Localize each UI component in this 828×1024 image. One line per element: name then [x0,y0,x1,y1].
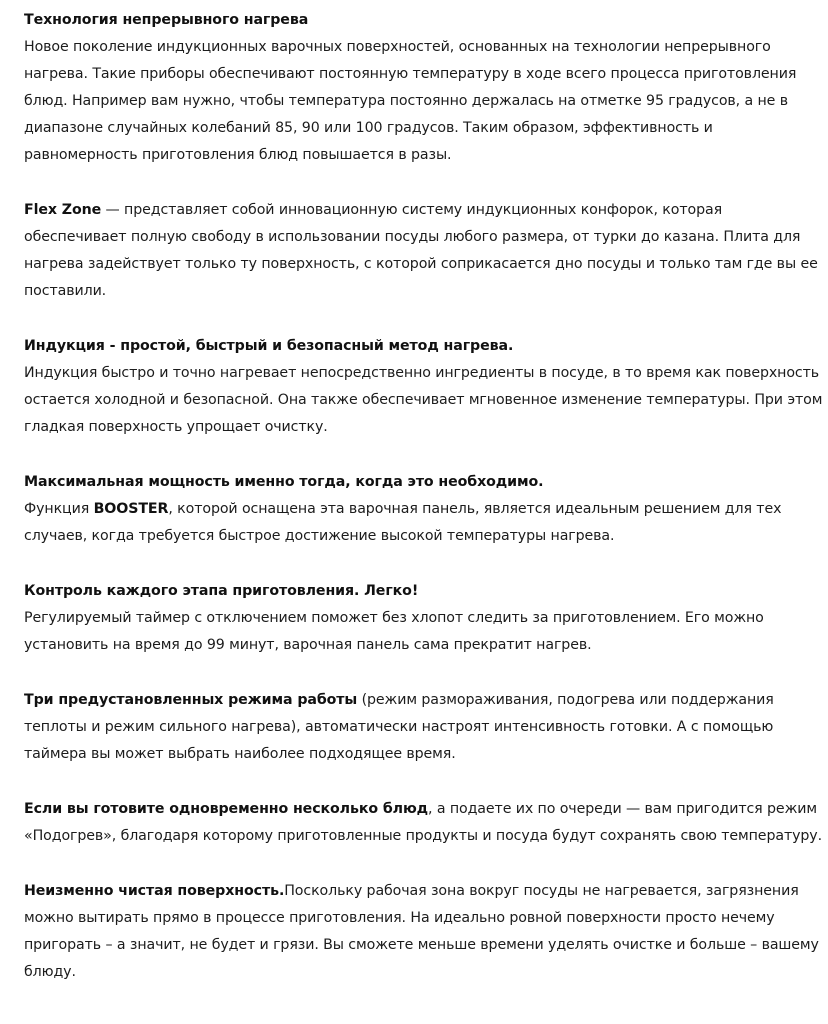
section-body-after: , которой оснащена эта варочная панель, является идеальным решением для тех случаев, когда требуется быстрое достижение высокой температуры нагрева. [24,501,782,544]
section-body-before: Функция [24,501,94,517]
section-paragraph [24,496,824,550]
section-induction [24,333,824,441]
booster-label: BOOSTER [93,501,169,517]
section-paragraph [24,878,824,986]
section-paragraph [24,687,824,768]
section-heading: Максимальная мощность именно тогда, когда это необходимо. [24,474,544,490]
section-preset-modes [24,687,824,768]
section-max-power [24,469,824,550]
section-heading: Технология непрерывного нагрева [24,12,309,28]
section-heading: Контроль каждого этапа приготовления. Легко! [24,583,419,599]
section-body: — представляет собой инновационную систему индукционных конфорок, которая обеспечивает полную свободу в использовании посуды любого размера, от турки до казана. Плита для нагрева задействует только ту поверхность, с которой соприкасается дно посуды и только там где вы ее поставили. [24,202,818,299]
section-paragraph [24,197,824,305]
section-lead: Если вы готовите одновременно несколько блюд [24,801,429,817]
section-body: Индукция быстро и точно нагревает непосредственно ингредиенты в посуде, в то время как поверхность остается холодной и безопасной. Она также обеспечивает мгновенное изменение температуры. При этом гладкая поверхность упрощает очистку. [24,365,823,435]
section-body: Регулируемый таймер с отключением поможет без хлопот следить за приготовлением. Его можно установить на время до 99 минут, варочная панель сама прекратит нагрев. [24,610,764,653]
section-continuous-heating [24,7,824,169]
section-lead: Flex Zone [24,202,102,218]
section-body: Поскольку рабочая зона вокруг посуды не нагревается, загрязнения можно вытирать прямо в процессе приготовления. На идеально ровной поверхности просто нечему пригорать – а значит, не будет и грязи. Вы сможете меньше времени уделять очистке и больше – вашему блюду. [24,883,819,980]
section-lead: Три предустановленных режима работы [24,692,358,708]
section-body: , а подаете их по очереди — вам пригодится режим «Подогрев», благодаря которому приготовленные продукты и посуда будут сохранять свою температуру. [24,801,823,844]
section-lead: Неизменно чистая поверхность. [24,883,285,899]
section-body: Новое поколение индукционных варочных поверхностей, основанных на технологии непрерывного нагрева. Такие приборы обеспечивают постоянную температуру в ходе всего процесса приготовления блюд. Например вам нужно, чтобы температура постоянно держалась на отметке 95 градусов, а не в диапазоне случайных колебаний 85, 90 или 100 градусов. Таким образом, эффективность и равномерность приготовления блюд повышается в разы. [24,39,797,163]
section-heading: Индукция - простой, быстрый и безопасный метод нагрева. [24,338,514,354]
section-timer-control [24,578,824,659]
section-clean-surface [24,878,824,986]
section-flex-zone [24,197,824,305]
section-body: (режим размораживания, подогрева или поддержания теплоты и режим сильного нагрева), автоматически настроят интенсивность готовки. А с помощью таймера вы может выбрать наиболее подходящее время. [24,692,774,762]
section-warming-mode [24,796,824,850]
section-paragraph [24,796,824,850]
